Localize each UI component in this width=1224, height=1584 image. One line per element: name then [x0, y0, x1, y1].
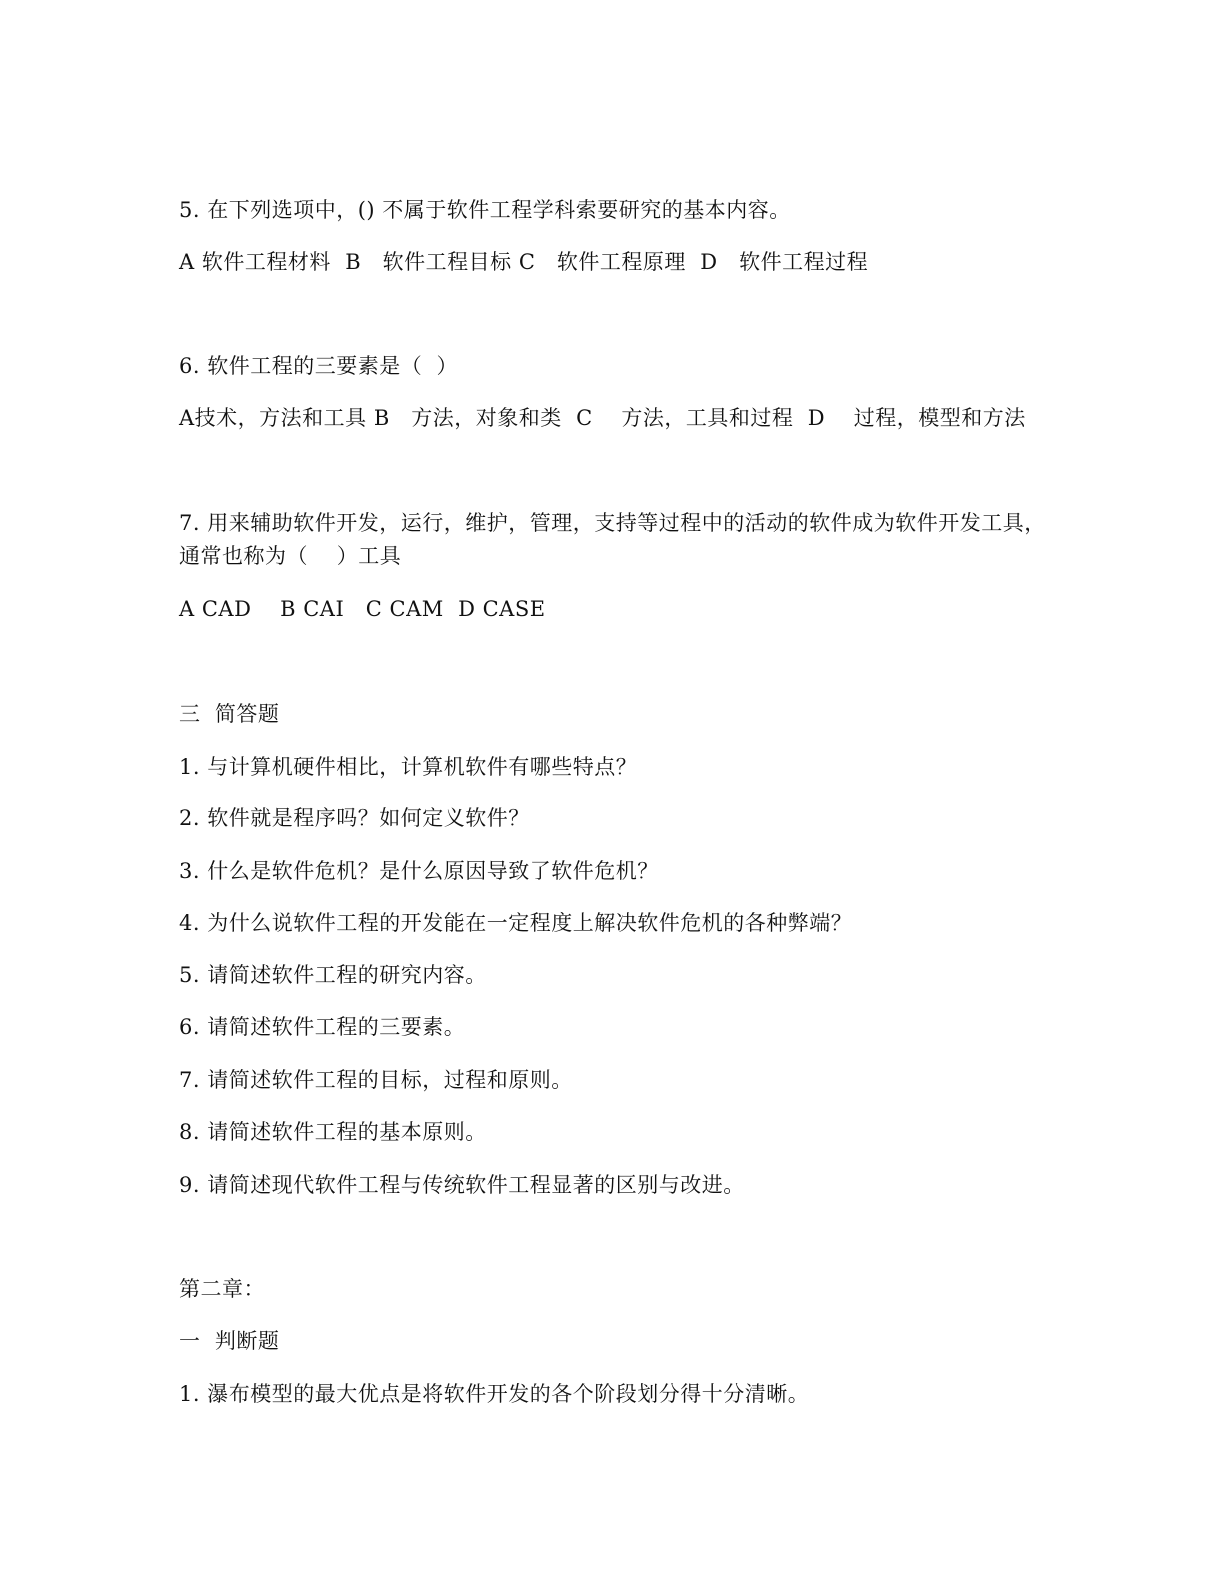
question-7-options: A CAD B CAI C CAM D CASE — [179, 597, 546, 621]
short-answer-item: 4. 为什么说软件工程的开发能在一定程度上解决软件危机的各种弊端？ — [179, 911, 853, 935]
section-3-heading: 三 简答题 — [179, 702, 280, 726]
question-5-stem: 5. 在下列选项中，() 不属于软件工程学科索要研究的基本内容。 — [179, 198, 791, 222]
true-false-item: 1. 瀑布模型的最大优点是将软件开发的各个阶段划分得十分清晰。 — [179, 1382, 810, 1406]
short-answer-item: 7. 请简述软件工程的目标，过程和原则。 — [179, 1068, 573, 1092]
short-answer-item: 6. 请简述软件工程的三要素。 — [179, 1015, 466, 1039]
chapter-2-title: 第二章： — [179, 1277, 265, 1301]
true-false-heading: 一 判断题 — [179, 1329, 280, 1353]
short-answer-item: 9. 请简述现代软件工程与传统软件工程显著的区别与改进。 — [179, 1173, 745, 1197]
question-6-options: A技术，方法和工具 B 方法，对象和类 C 方法，工具和过程 D 过程，模型和方法 — [179, 406, 1026, 430]
question-7-stem-line-1: 7. 用来辅助软件开发，运行，维护，管理，支持等过程中的活动的软件成为软件开发工具， — [179, 511, 1046, 535]
question-6-stem: 6. 软件工程的三要素是（ ） — [179, 354, 459, 378]
question-7-stem-line-2: 通常也称为（ ）工具 — [179, 544, 402, 568]
short-answer-item: 2. 软件就是程序吗？如何定义软件？ — [179, 806, 530, 830]
short-answer-item: 1. 与计算机硬件相比，计算机软件有哪些特点？ — [179, 755, 638, 779]
short-answer-item: 3. 什么是软件危机？是什么原因导致了软件危机？ — [179, 859, 659, 883]
short-answer-item: 5. 请简述软件工程的研究内容。 — [179, 963, 487, 987]
short-answer-item: 8. 请简述软件工程的基本原则。 — [179, 1120, 487, 1144]
question-5-options: A 软件工程材料 B 软件工程目标 C 软件工程原理 D 软件工程过程 — [179, 250, 869, 274]
